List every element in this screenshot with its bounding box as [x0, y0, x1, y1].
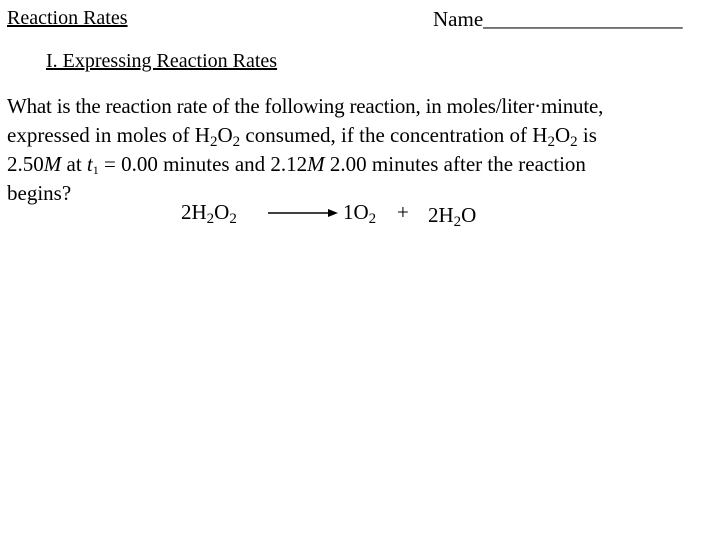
subscript: 1	[92, 163, 99, 177]
subscript: 2	[209, 134, 218, 150]
subscript: 2	[570, 134, 578, 150]
question-line-3	[7, 150, 717, 179]
worksheet-title: Reaction Rates	[7, 7, 128, 29]
question-text-fragment: at	[61, 152, 87, 176]
right-arrow-icon	[268, 203, 338, 223]
subscript: 2	[368, 211, 377, 227]
formula-text: O	[214, 200, 230, 224]
formula-text: 2H	[181, 200, 207, 224]
question-text-fragment: = 0.00 minutes and 2.12	[98, 152, 308, 176]
subscript: 2	[232, 134, 241, 150]
question-text-fragment: O	[217, 123, 233, 147]
subscript: 2	[453, 214, 462, 230]
question-text-fragment: consumed, if the concentration of H	[240, 123, 548, 147]
section-heading: I. Expressing Reaction Rates	[46, 50, 278, 72]
question-text-fragment: expressed in moles of H	[7, 123, 210, 147]
formula-text: 2H	[428, 203, 454, 227]
question-text-fragment: 2.00 minutes after the reaction	[324, 152, 586, 176]
question-text	[7, 92, 717, 208]
question-text-fragment: is	[577, 123, 597, 147]
plus-sign: +	[397, 200, 409, 224]
name-field-label: Name___________________	[433, 7, 683, 31]
product-h2o	[428, 203, 476, 228]
question-text-fragment: O	[554, 123, 571, 147]
question-line-1: What is the reaction rate of the following reaction, in moles/liter·minute,	[7, 94, 604, 118]
question-text-fragment: 2.50	[7, 152, 44, 176]
subscript: 2	[206, 211, 215, 227]
molarity-unit: M	[43, 152, 62, 176]
molarity-unit: M	[307, 152, 325, 176]
question-line-2	[7, 121, 717, 150]
product-o2	[343, 200, 376, 225]
subscript: 2	[229, 211, 237, 227]
time-variable: t	[86, 152, 93, 176]
formula-text: O	[461, 203, 477, 227]
question-line-4: begins?	[7, 181, 72, 205]
subscript: 2	[547, 134, 555, 150]
reactant-h2o2	[181, 200, 237, 225]
formula-text: 1O	[343, 200, 369, 224]
